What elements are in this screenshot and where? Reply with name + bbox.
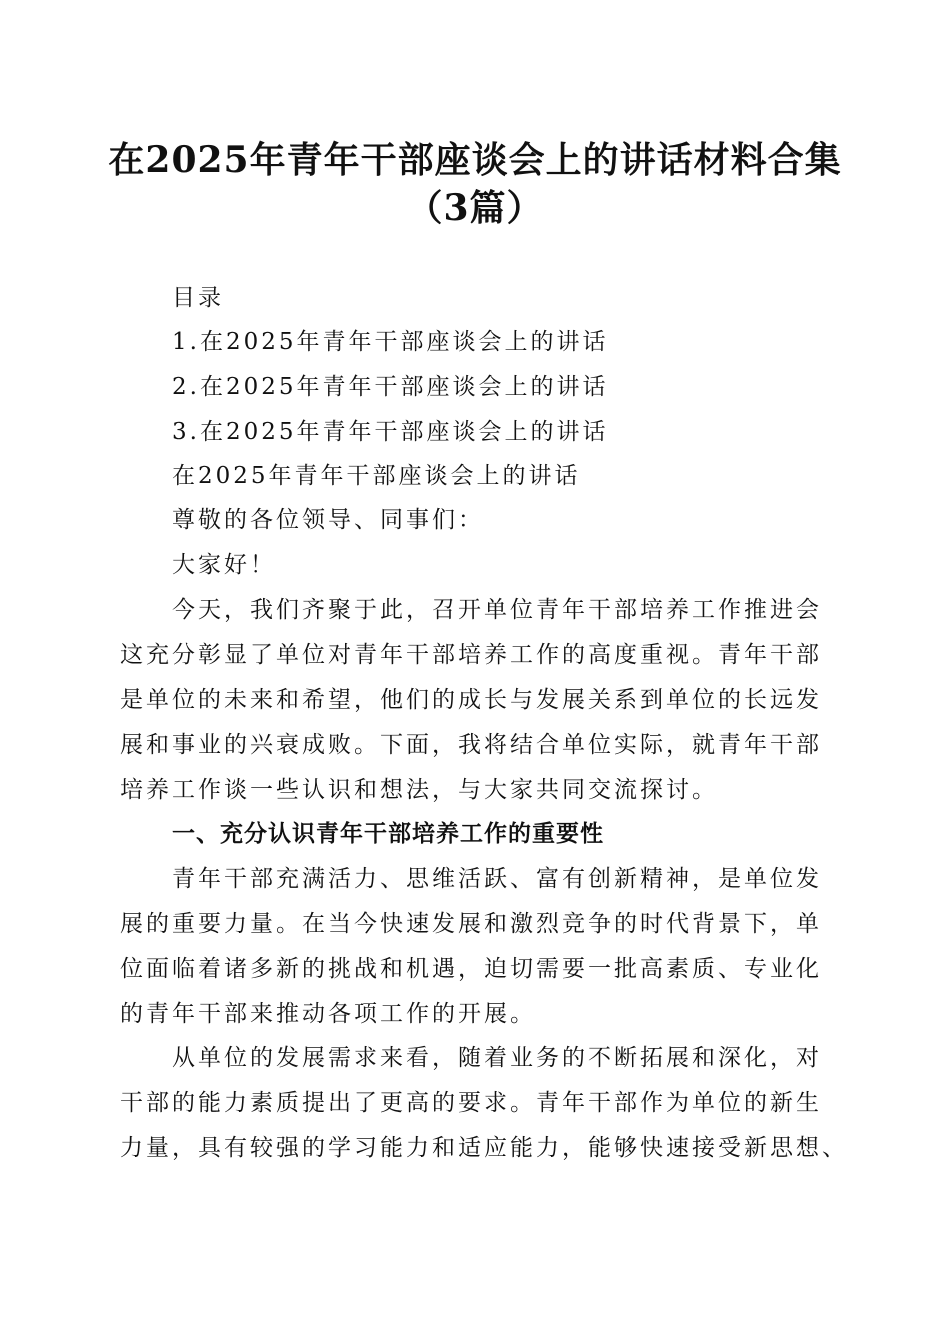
paragraph-line: 今天，我们齐聚于此，召开单位青年干部培养工作推进会	[172, 597, 822, 623]
paragraph-line: 展和事业的兴衰成败。下面，我将结合单位实际，就青年干部	[120, 732, 822, 758]
toc-item: 3.在2025年青年干部座谈会上的讲话	[172, 419, 609, 445]
toc-heading: 目录	[172, 285, 224, 311]
toc-item: 2.在2025年青年干部座谈会上的讲话	[172, 374, 609, 400]
greeting: 大家好！	[172, 552, 276, 578]
paragraph-line: 是单位的未来和希望，他们的成长与发展关系到单位的长远发	[120, 687, 822, 713]
speech-title: 在2025年青年干部座谈会上的讲话	[172, 463, 581, 489]
toc-item: 1.在2025年青年干部座谈会上的讲话	[172, 329, 609, 355]
paragraph-line: 这充分彰显了单位对青年干部培养工作的高度重视。青年干部	[120, 642, 822, 668]
document-title: 在2025年青年干部座谈会上的讲话材料合集	[108, 139, 842, 181]
paragraph-line: 位面临着诸多新的挑战和机遇，迫切需要一批高素质、专业化	[120, 956, 822, 982]
paragraph-line: 从单位的发展需求来看，随着业务的不断拓展和深化，对	[172, 1045, 822, 1071]
paragraph-line: 的青年干部来推动各项工作的开展。	[120, 1001, 536, 1027]
paragraph-line: 力量，具有较强的学习能力和适应能力，能够快速接受新思想、	[120, 1135, 848, 1161]
paragraph-line: 培养工作谈一些认识和想法，与大家共同交流探讨。	[120, 777, 718, 803]
paragraph-line: 青年干部充满活力、思维活跃、富有创新精神，是单位发	[172, 866, 822, 892]
document-title-count: （3篇）	[406, 187, 544, 229]
salutation: 尊敬的各位领导、同事们：	[172, 507, 484, 533]
paragraph-line: 干部的能力素质提出了更高的要求。青年干部作为单位的新生	[120, 1090, 822, 1116]
paragraph-line: 展的重要力量。在当今快速发展和激烈竞争的时代背景下，单	[120, 911, 822, 937]
section-heading: 一、充分认识青年干部培养工作的重要性	[172, 821, 604, 847]
